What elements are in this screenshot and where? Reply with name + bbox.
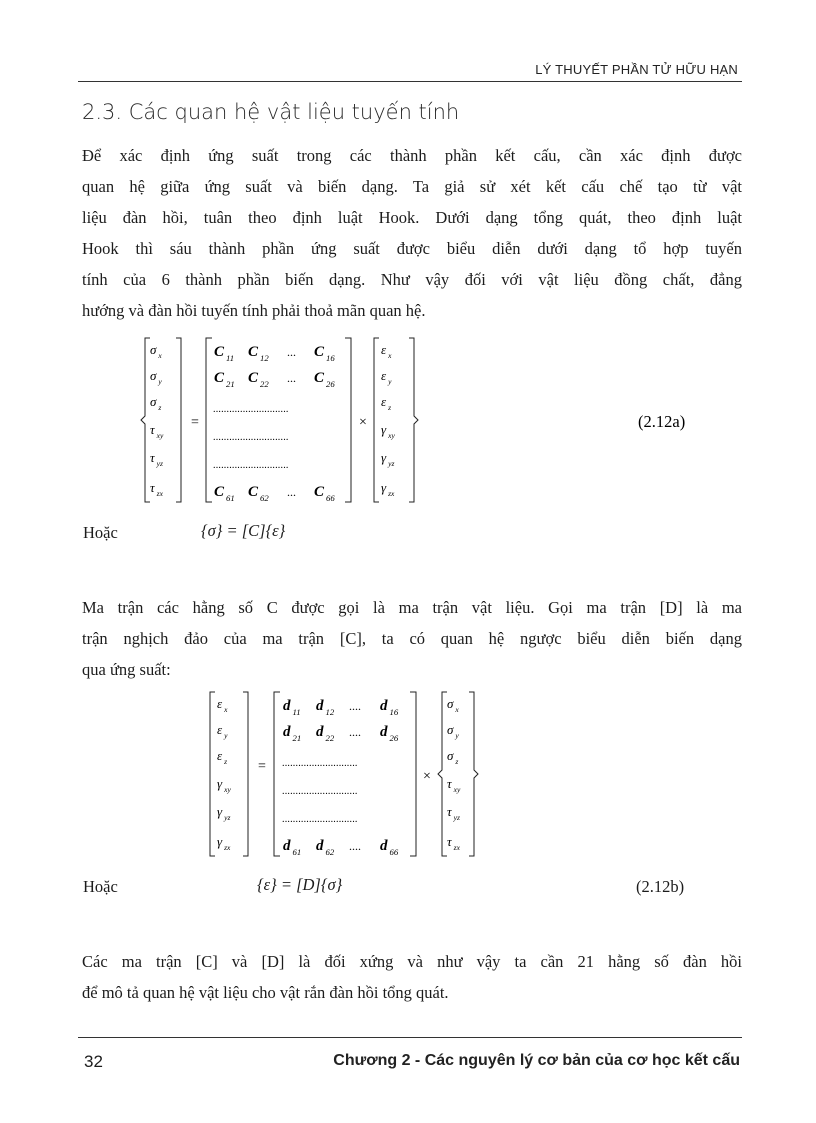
- times-sign: ×: [423, 769, 431, 784]
- paragraph-line: quan hệ giữa ứng suất và biến dạng. Ta giả sử xét kết cấu chế tạo từ vật: [82, 177, 742, 196]
- paragraph-2: [82, 592, 742, 685]
- matrix-entry: d $_{62}$: [316, 838, 335, 857]
- vector-component: ε $_x$: [217, 696, 228, 715]
- matrix-dotted-row: ............................: [282, 814, 358, 825]
- vector-component: γ $_{zx}$: [217, 834, 231, 853]
- equation-number: (2.12b): [636, 877, 685, 896]
- vector-component: ε $_y$: [217, 722, 228, 741]
- matrix-entry: d $_{66}$: [380, 838, 399, 857]
- matrix-entry: C $_{26}$: [314, 370, 335, 389]
- vector-component: σ $_z$: [150, 394, 162, 413]
- vector-component: τ $_{yz}$: [150, 450, 163, 469]
- equation-number: (2.12a): [638, 412, 686, 431]
- vector-component: σ $_x$: [150, 342, 162, 361]
- equation-2-12a-svg: [0, 334, 816, 506]
- vector-component: σ $_y$: [447, 722, 459, 741]
- matrix-entry: d $_{22}$: [316, 724, 335, 743]
- lhs-brace-left: [141, 338, 150, 502]
- vector-component: τ $_{xy}$: [150, 422, 164, 441]
- vector-component: ε $_x$: [381, 342, 392, 361]
- vector-component: τ $_{yz}$: [447, 804, 460, 823]
- times-sign: ×: [359, 415, 367, 430]
- vector-component: γ $_{yz}$: [381, 450, 395, 469]
- paragraph-line: liệu đàn hồi, tuân theo định luật Hook. Dưới dạng tổng quát, theo định luật: [82, 208, 742, 227]
- page-number: 32: [84, 1052, 103, 1071]
- matrix-entry: C $_{16}$: [314, 344, 335, 363]
- paragraph-line: để mô tả quan hệ vật liệu cho vật rắn đàn hồi tổng quát.: [82, 983, 449, 1002]
- vector-component: γ $_{yz}$: [217, 804, 231, 823]
- matrix-bracket-left: [274, 692, 280, 856]
- lhs-bracket-left: [210, 692, 215, 856]
- paragraph-line: tính của 6 thành phần biến dạng. Như vậy đối với vật liệu đồng chất, đẳng: [82, 270, 742, 289]
- paragraph-line: Hook thì sáu thành phần ứng suất được biểu diễn dưới dạng tổ hợp tuyến: [82, 239, 742, 258]
- paragraph-line: Để xác định ứng suất trong các thành phần kết cấu, cần xác định được: [82, 146, 742, 165]
- vector-component: ε $_z$: [381, 394, 392, 413]
- matrix-entry: C $_{12}$: [248, 344, 269, 363]
- matrix-entry: C $_{11}$: [214, 344, 235, 363]
- section-title: 2.3. Các quan hệ vật liệu tuyến tính: [82, 100, 460, 124]
- vector-component: γ $_{zx}$: [381, 480, 395, 499]
- running-header: LÝ THUYẾT PHẦN TỬ HỮU HẠN: [535, 62, 738, 77]
- matrix-entry: d $_{61}$: [283, 838, 302, 857]
- vector-component: σ $_z$: [447, 748, 459, 767]
- rhs-brace-right: [469, 692, 478, 856]
- matrix-dotted-row: ............................: [213, 460, 289, 471]
- rhs-brace-right: [409, 338, 418, 502]
- vector-component: τ $_{zx}$: [150, 480, 163, 499]
- matrix-ellipsis: ...: [287, 345, 296, 359]
- vector-component: σ $_y$: [150, 368, 162, 387]
- paragraph-line: qua ứng suất:: [82, 660, 171, 679]
- or-label: Hoặc: [83, 523, 118, 542]
- matrix-bracket-right: [345, 338, 351, 502]
- vector-component: ε $_y$: [381, 368, 392, 387]
- vector-component: σ $_x$: [447, 696, 459, 715]
- matrix-dotted-row: ............................: [282, 786, 358, 797]
- chapter-title: Chương 2 - Các nguyên lý cơ bản của cơ học kết cấu: [333, 1052, 740, 1069]
- matrix-entry: d $_{21}$: [283, 724, 302, 743]
- or-label: Hoặc: [83, 877, 118, 896]
- matrix-bracket-left: [206, 338, 212, 502]
- vector-component: γ $_{xy}$: [217, 776, 231, 795]
- paragraph-line: Ma trận các hằng số C được gọi là ma trận vật liệu. Gọi ma trận [D] là ma: [82, 598, 742, 617]
- matrix-entry: d $_{16}$: [380, 698, 399, 717]
- matrix-entry: C $_{61}$: [214, 484, 235, 503]
- matrix-ellipsis: ....: [349, 725, 361, 739]
- paragraph-line: hướng và đàn hồi tuyến tính phải thoả mãn quan hệ.: [82, 301, 426, 320]
- paragraph-1: [82, 140, 742, 326]
- compact-form-1: {σ} = [C]{ε}: [201, 521, 286, 540]
- vector-component: ε $_z$: [217, 748, 228, 767]
- header-rule: [78, 81, 742, 82]
- equation-2-12b-svg: [0, 688, 816, 860]
- paragraph-3: [82, 946, 742, 1008]
- matrix-entry: d $_{26}$: [380, 724, 399, 743]
- matrix-dotted-row: ............................: [213, 432, 289, 443]
- matrix-entry: d $_{11}$: [283, 698, 301, 717]
- footer-rule: [78, 1037, 742, 1038]
- compact-form-2: {ε} = [D]{σ}: [257, 875, 343, 894]
- lhs-bracket-right: [243, 692, 248, 856]
- vector-component: τ $_{zx}$: [447, 834, 460, 853]
- lhs-brace-right: [176, 338, 181, 502]
- vector-component: γ $_{xy}$: [381, 422, 395, 441]
- matrix-dotted-row: ............................: [282, 758, 358, 769]
- matrix-entry: d $_{12}$: [316, 698, 335, 717]
- matrix-entry: C $_{66}$: [314, 484, 335, 503]
- equals-sign: =: [191, 415, 199, 430]
- matrix-ellipsis: ....: [349, 699, 361, 713]
- paragraph-line: trận nghịch đảo của ma trận [C], ta có quan hệ ngược biểu diễn biến dạng: [82, 629, 742, 648]
- matrix-ellipsis: ...: [287, 371, 296, 385]
- equation-2-12a: [0, 334, 816, 506]
- equals-sign: =: [258, 759, 266, 774]
- equation-2-12b: [0, 688, 816, 860]
- matrix-ellipsis: ...: [287, 485, 296, 499]
- vector-component: τ $_{xy}$: [447, 776, 461, 795]
- matrix-dotted-row: ............................: [213, 404, 289, 415]
- matrix-ellipsis: ....: [349, 839, 361, 853]
- matrix-entry: C $_{22}$: [248, 370, 269, 389]
- rhs-brace-left: [374, 338, 379, 502]
- rhs-brace-left: [438, 692, 447, 856]
- matrix-entry: C $_{21}$: [214, 370, 235, 389]
- matrix-bracket-right: [410, 692, 416, 856]
- paragraph-line: Các ma trận [C] và [D] là đối xứng và như vậy ta cần 21 hằng số đàn hồi: [82, 952, 742, 971]
- matrix-entry: C $_{62}$: [248, 484, 269, 503]
